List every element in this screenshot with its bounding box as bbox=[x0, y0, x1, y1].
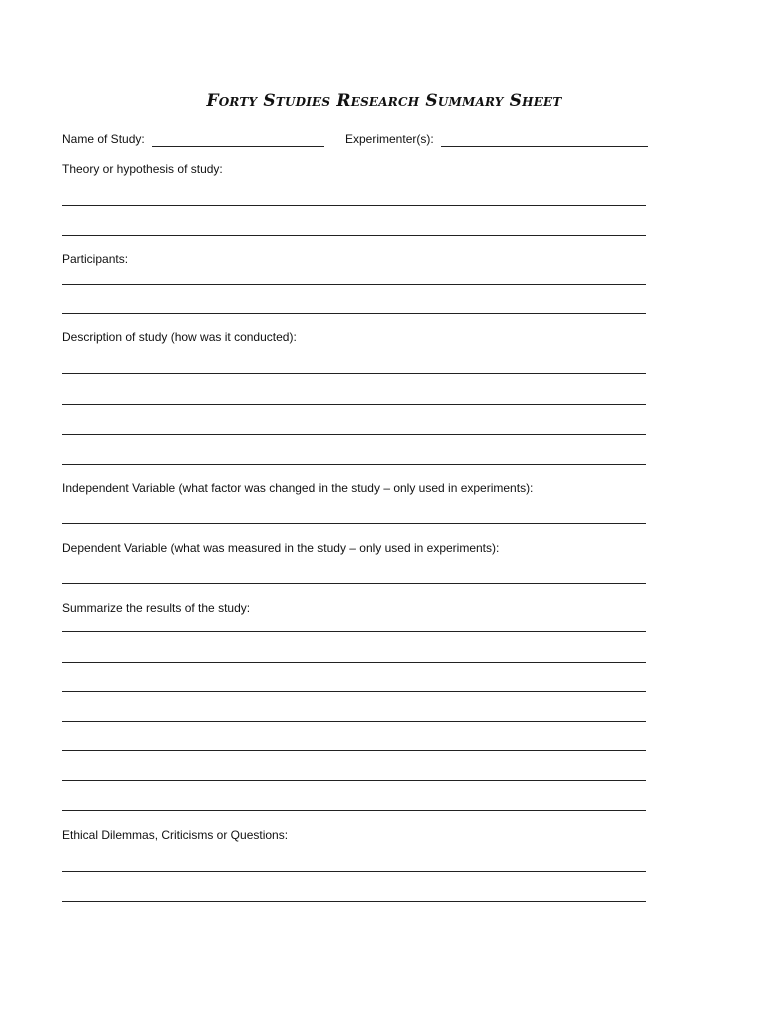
theory-line-2[interactable] bbox=[62, 235, 646, 236]
description-line-1[interactable] bbox=[62, 373, 646, 374]
experimenters-field[interactable] bbox=[441, 146, 648, 147]
ethical-dilemmas-label: Ethical Dilemmas, Criticisms or Questions: bbox=[62, 828, 289, 842]
results-line-4[interactable] bbox=[62, 721, 646, 722]
results-line-7[interactable] bbox=[62, 810, 646, 811]
experimenters-label: Experimenter(s): bbox=[345, 132, 434, 146]
independent-variable-line[interactable] bbox=[62, 523, 646, 524]
results-line-6[interactable] bbox=[62, 780, 646, 781]
results-line-3[interactable] bbox=[62, 691, 646, 692]
dependent-variable-line[interactable] bbox=[62, 583, 646, 584]
theory-label: Theory or hypothesis of study: bbox=[62, 162, 223, 176]
description-line-2[interactable] bbox=[62, 404, 646, 405]
participants-line-2[interactable] bbox=[62, 313, 646, 314]
summarize-results-label: Summarize the results of the study: bbox=[62, 601, 251, 615]
results-line-2[interactable] bbox=[62, 662, 646, 663]
results-line-1[interactable] bbox=[62, 631, 646, 632]
dependent-variable-label: Dependent Variable (what was measured in the study – only used in experiments): bbox=[62, 541, 500, 555]
page-title: Forty Studies Research Summary Sheet bbox=[206, 91, 562, 111]
results-line-5[interactable] bbox=[62, 750, 646, 751]
participants-line-1[interactable] bbox=[62, 284, 646, 285]
description-line-4[interactable] bbox=[62, 464, 646, 465]
theory-line-1[interactable] bbox=[62, 205, 646, 206]
ethical-line-1[interactable] bbox=[62, 871, 646, 872]
independent-variable-label: Independent Variable (what factor was changed in the study – only used in experiments): bbox=[62, 481, 534, 495]
description-line-3[interactable] bbox=[62, 434, 646, 435]
name-of-study-field[interactable] bbox=[152, 146, 324, 147]
name-of-study-label: Name of Study: bbox=[62, 132, 145, 146]
ethical-line-2[interactable] bbox=[62, 901, 646, 902]
description-label: Description of study (how was it conducted): bbox=[62, 330, 297, 344]
participants-label: Participants: bbox=[62, 252, 129, 266]
